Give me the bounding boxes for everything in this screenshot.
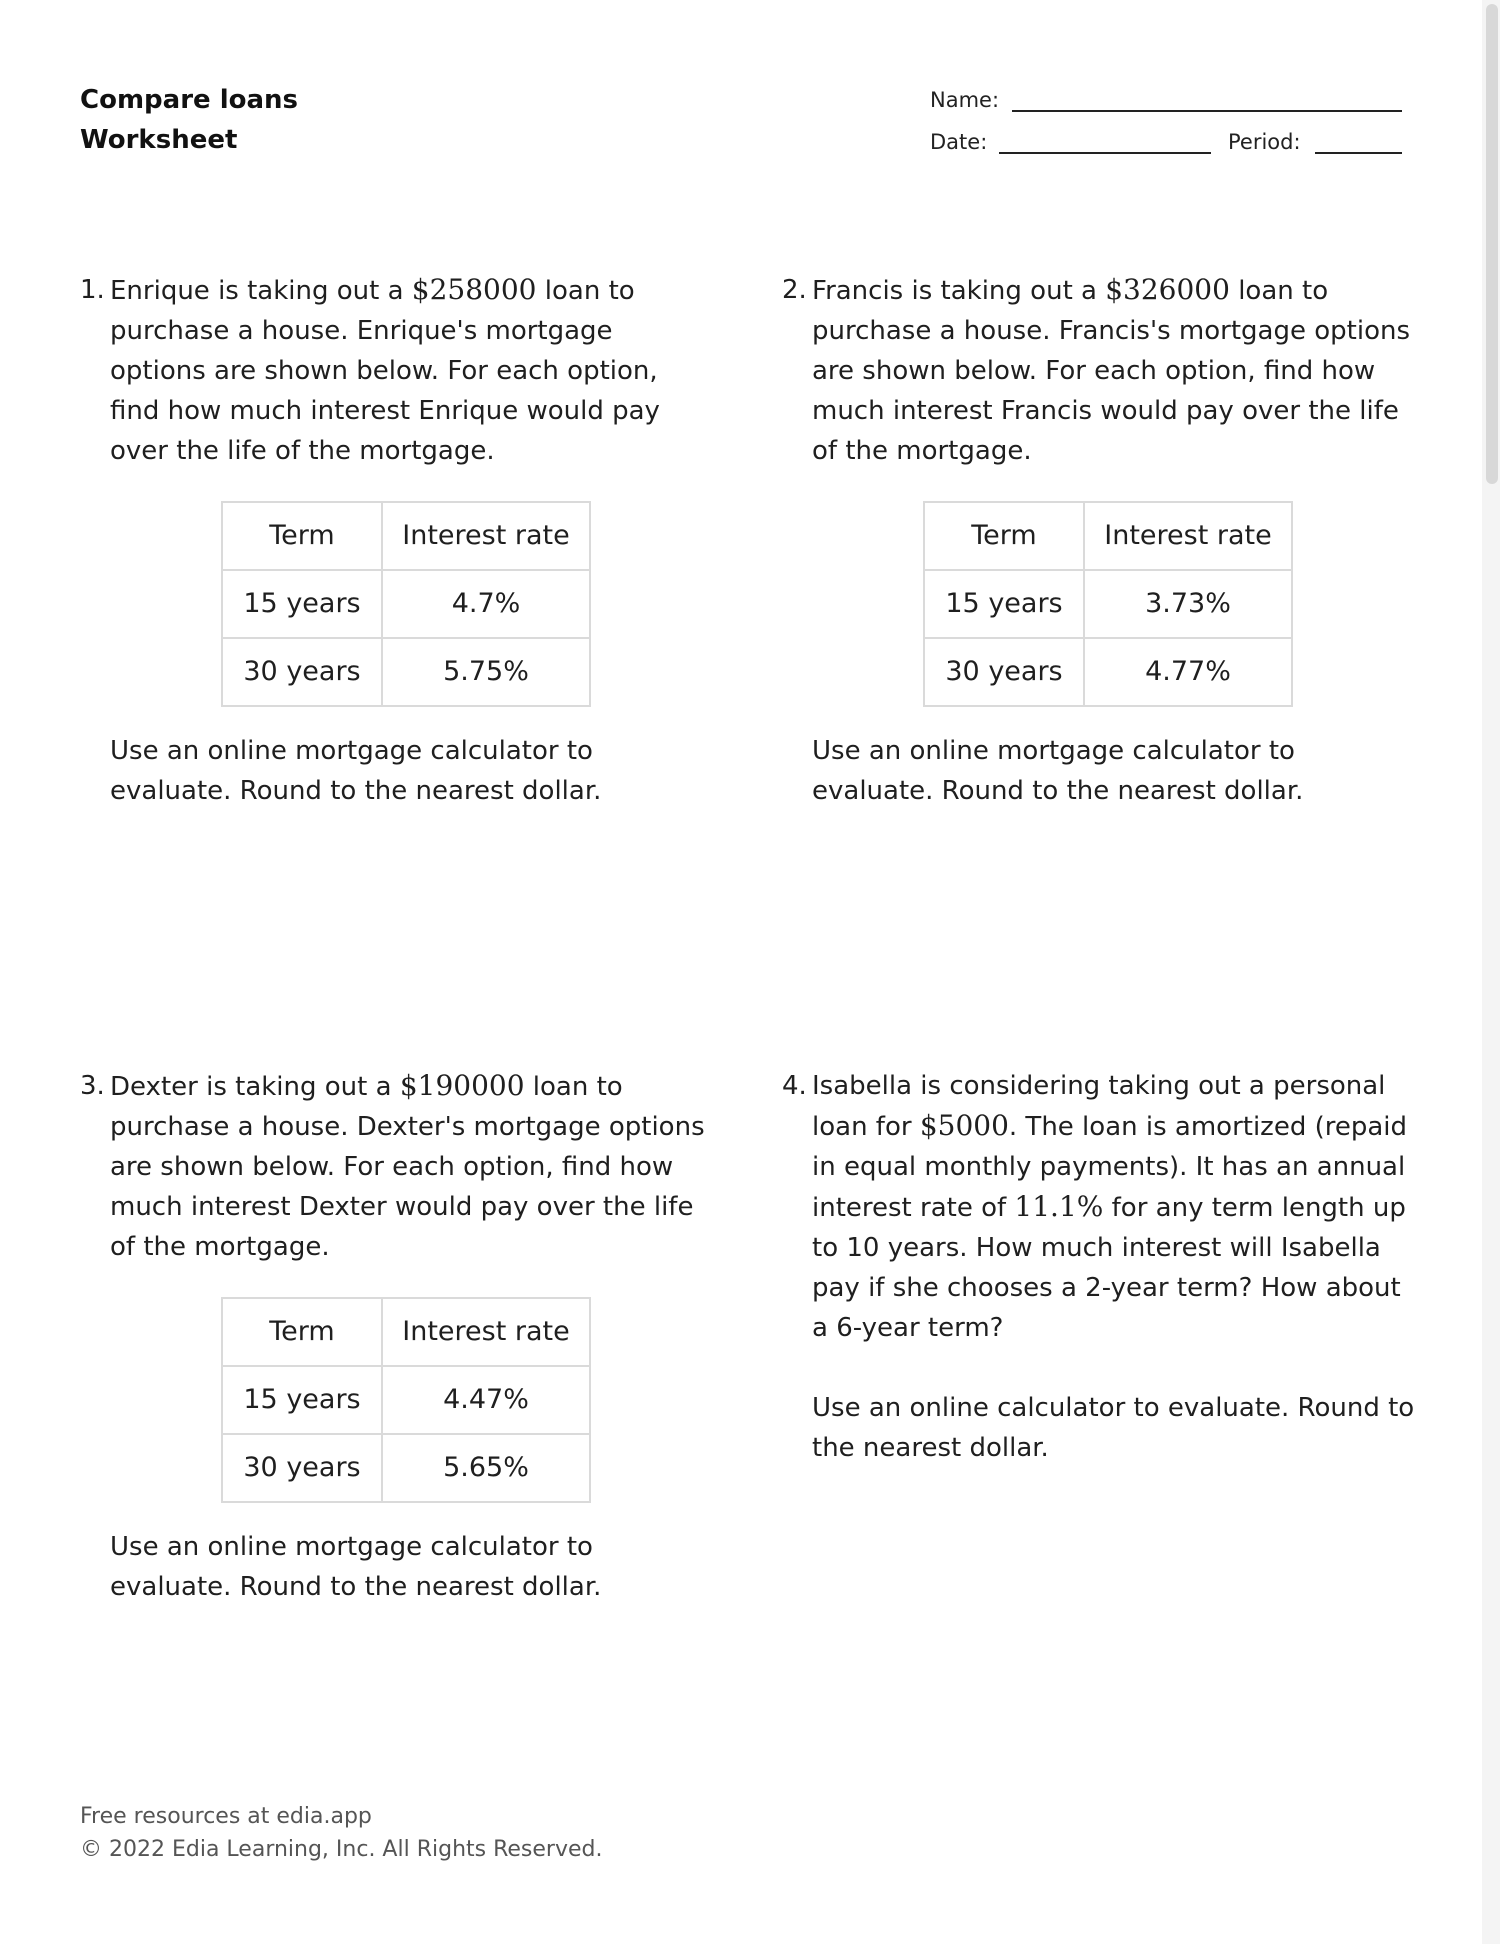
term-cell: 30 years xyxy=(924,638,1084,706)
text-segment: Francis is taking out a xyxy=(812,276,1106,306)
header-term: Term xyxy=(924,502,1084,570)
rate-cell: 4.47% xyxy=(382,1366,590,1434)
table-row xyxy=(924,638,1292,706)
rate-cell: 4.77% xyxy=(1084,638,1292,706)
page-title: Compare loans xyxy=(80,85,299,115)
problem-number: 2. xyxy=(782,275,807,305)
table-row xyxy=(222,1434,590,1502)
term-cell: 15 years xyxy=(924,570,1084,638)
problem-text xyxy=(812,270,1422,471)
table-row xyxy=(222,1366,590,1434)
text-segment: for any term length up to 10 years. How much interest will Isabella pay if she chooses a 2-year term? How about a 6-year term? xyxy=(812,1193,1406,1343)
problem-instruction: Use an online mortgage calculator to evaluate. Round to the nearest dollar. xyxy=(110,736,602,806)
footer-copyright: © 2022 Edia Learning, Inc. All Rights Reserved. xyxy=(80,1837,603,1862)
footer-resources-link: Free resources at edia.app xyxy=(80,1804,372,1829)
period-label: Period: xyxy=(1228,130,1301,154)
table-header-row xyxy=(222,1298,590,1366)
rate-cell: 4.7% xyxy=(382,570,590,638)
table-row xyxy=(222,638,590,706)
name-line xyxy=(1012,110,1402,112)
text-segment: . The loan is amortized (repaid in equal monthly payments). It has an annual interest rate of xyxy=(812,1112,1408,1223)
header-term: Term xyxy=(222,502,382,570)
interest-rate: 11.1% xyxy=(1014,1190,1104,1223)
page-subtitle: Worksheet xyxy=(80,125,238,155)
header-term: Term xyxy=(222,1298,382,1366)
text-segment: Enrique is taking out a xyxy=(110,276,412,306)
table-row xyxy=(222,570,590,638)
problem-number: 1. xyxy=(80,275,105,305)
header-interest-rate: Interest rate xyxy=(382,502,590,570)
period-line xyxy=(1315,152,1402,154)
header-interest-rate: Interest rate xyxy=(1084,502,1292,570)
problem-instruction: Use an online mortgage calculator to evaluate. Round to the nearest dollar. xyxy=(812,736,1304,806)
scrollbar-thumb[interactable] xyxy=(1486,4,1498,484)
mortgage-options-table xyxy=(923,501,1293,707)
text-segment: Isabella is considering taking out a personal loan for xyxy=(812,1071,1386,1142)
text-segment: Dexter is taking out a xyxy=(110,1072,400,1102)
name-row xyxy=(930,88,1405,130)
date-line xyxy=(999,152,1211,154)
header-interest-rate: Interest rate xyxy=(382,1298,590,1366)
page-footer xyxy=(80,1800,602,1866)
problem-instruction: Use an online mortgage calculator to evaluate. Round to the nearest dollar. xyxy=(110,1532,602,1602)
loan-amount: $190000 xyxy=(399,1069,525,1102)
term-cell: 30 years xyxy=(222,1434,382,1502)
problem-2 xyxy=(782,270,1422,811)
problem-3 xyxy=(80,1066,710,1607)
problem-4 xyxy=(782,1066,1422,1468)
worksheet-title-block xyxy=(80,80,298,160)
mortgage-options-table xyxy=(221,501,591,707)
problem-number: 3. xyxy=(80,1071,105,1101)
mortgage-options-table xyxy=(221,1297,591,1503)
loan-amount: $5000 xyxy=(919,1109,1009,1142)
problem-instruction: Use an online calculator to evaluate. Round to the nearest dollar. xyxy=(812,1393,1415,1463)
loan-amount: $258000 xyxy=(411,273,537,306)
rate-cell: 3.73% xyxy=(1084,570,1292,638)
date-label: Date: xyxy=(930,130,988,154)
loan-amount: $326000 xyxy=(1105,273,1230,306)
problem-text xyxy=(110,270,710,471)
rate-cell: 5.65% xyxy=(382,1434,590,1502)
problem-text xyxy=(110,1066,710,1267)
text-segment: loan to purchase a house. Francis's mortgage options are shown below. For each option, find how much interest Francis would pay over the life of the mortgage. xyxy=(812,276,1411,466)
text-segment: loan to purchase a house. Enrique's mortgage options are shown below. For each option, find how much interest Enrique would pay over the life of the mortgage. xyxy=(110,276,660,466)
table-header-row xyxy=(222,502,590,570)
date-period-row xyxy=(930,130,1405,172)
term-cell: 15 years xyxy=(222,1366,382,1434)
vertical-scrollbar[interactable] xyxy=(1482,0,1500,1944)
table-header-row xyxy=(924,502,1292,570)
problem-text xyxy=(812,1066,1422,1348)
term-cell: 30 years xyxy=(222,638,382,706)
problem-number: 4. xyxy=(782,1071,807,1101)
text-segment: loan to purchase a house. Dexter's mortgage options are shown below. For each option, find how much interest Dexter would pay over the life of the mortgage. xyxy=(110,1072,705,1262)
table-row xyxy=(924,570,1292,638)
name-label: Name: xyxy=(930,88,1000,112)
rate-cell: 5.75% xyxy=(382,638,590,706)
problem-1 xyxy=(80,270,710,811)
student-info-fields xyxy=(930,88,1405,172)
term-cell: 15 years xyxy=(222,570,382,638)
